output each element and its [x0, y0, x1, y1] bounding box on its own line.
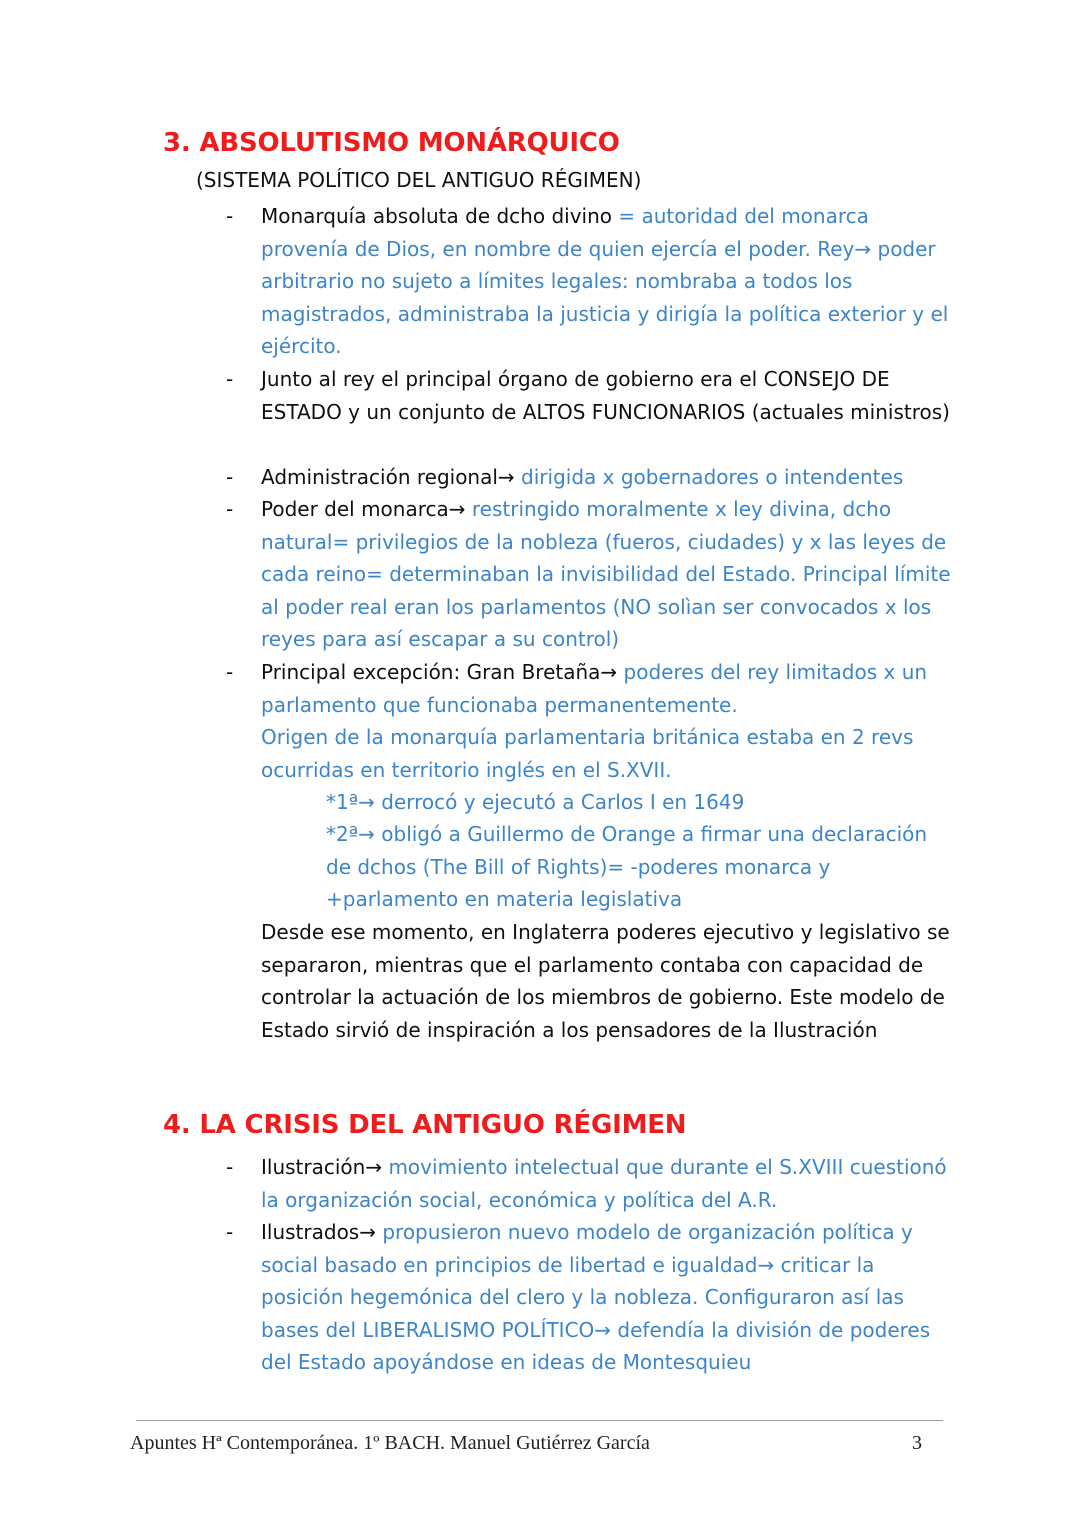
- closing-paragraph: Desde ese momento, en Inglaterra poderes ejecutivo y legislativo se separaron, mientras que el parlamento contaba con capacidad de controlar la actuación de los miembros de gobierno. Este modelo de Estado sirvió de inspiración a los pensadores de la Ilustración: [261, 920, 950, 1042]
- bullet-dash: -: [226, 204, 234, 228]
- list-item: [261, 461, 961, 494]
- item-lead: Ilustración→: [261, 1155, 383, 1179]
- section-3-title: 3. ABSOLUTISMO MONÁRQUICO: [163, 128, 620, 158]
- item-text: movimiento intelectual que durante el S.XVIII cuestionó la organización social, económica y política del A.R.: [261, 1155, 947, 1212]
- item-text: = autoridad del monarca provenía de Dios, en nombre de quien ejercía el poder. Rey→ poder arbitrario no sujeto a límites legales: nombraba a todos los magistrados, administraba la justicia y dirigía la política exterior y el ejército.: [261, 204, 949, 359]
- bullet-dash: -: [226, 660, 234, 684]
- bullet-dash: -: [226, 1220, 234, 1244]
- list-item: [261, 363, 961, 428]
- bullet-dash: -: [226, 1155, 234, 1179]
- item-text: poderes del rey limitados x un parlamento que funcionaba permanentemente.: [261, 660, 928, 717]
- item-lead: Poder del monarca→: [261, 497, 466, 521]
- rev-first: *1ª→ derrocó y ejecutó a Carlos I en 1649: [326, 790, 745, 814]
- section-3-subtitle: (SISTEMA POLÍTICO DEL ANTIGUO RÉGIMEN): [196, 168, 642, 192]
- list-item: [261, 656, 961, 721]
- item-lead: Administración regional→: [261, 465, 515, 489]
- item-lead: Ilustrados→: [261, 1220, 376, 1244]
- item-lead: Monarquía absoluta de dcho divino: [261, 204, 613, 228]
- page-number: 3: [912, 1432, 922, 1454]
- list-item: [261, 200, 961, 363]
- footer-text: Apuntes Hª Contemporánea. 1º BACH. Manuel Gutiérrez García: [130, 1432, 650, 1454]
- footer-divider: [136, 1420, 943, 1421]
- bullet-dash: -: [226, 465, 234, 489]
- item-lead: Junto al rey el principal órgano de gobierno era el CONSEJO DE ESTADO y un conjunto de ALTOS FUNCIONARIOS (actuales ministros): [261, 367, 950, 424]
- list-item: [261, 1151, 961, 1216]
- bullet-dash: -: [226, 497, 234, 521]
- list-item: [261, 1216, 961, 1379]
- rev-second: *2ª→ obligó a Guillermo de Orange a firmar una declaración de dchos (The Bill of Rights)= -poderes monarca y +parlamento en materia legislativa: [326, 822, 928, 912]
- section-4-title: 4. LA CRISIS DEL ANTIGUO RÉGIMEN: [163, 1110, 687, 1140]
- bullet-dash: -: [226, 367, 234, 391]
- item-text: dirigida x gobernadores o intendentes: [514, 465, 904, 489]
- item-extra: Origen de la monarquía parlamentaria británica estaba en 2 revs ocurridas en territorio inglés en el S.XVII.: [261, 725, 914, 782]
- item-lead: Principal excepción: Gran Bretaña→: [261, 660, 618, 684]
- item-text: propusieron nuevo modelo de organización política y social basado en principios de libertad e igualdad→ criticar la posición hegemónica del clero y la nobleza. Configuraron así las bases del LIBERALISMO POLÍTICO→ defendía la división de poderes del Estado apoyándose en ideas de Montesquieu: [261, 1220, 931, 1375]
- item-text: restringido moralmente x ley divina, dcho natural= privilegios de la nobleza (fueros, ciudades) y x las leyes de cada reino= determinaban la invisibilidad del Estado. Principal límite al poder real eran los parlamentos (NO solìan ser convocados x los reyes para así escapar a su control): [261, 497, 951, 652]
- list-item: [261, 493, 961, 656]
